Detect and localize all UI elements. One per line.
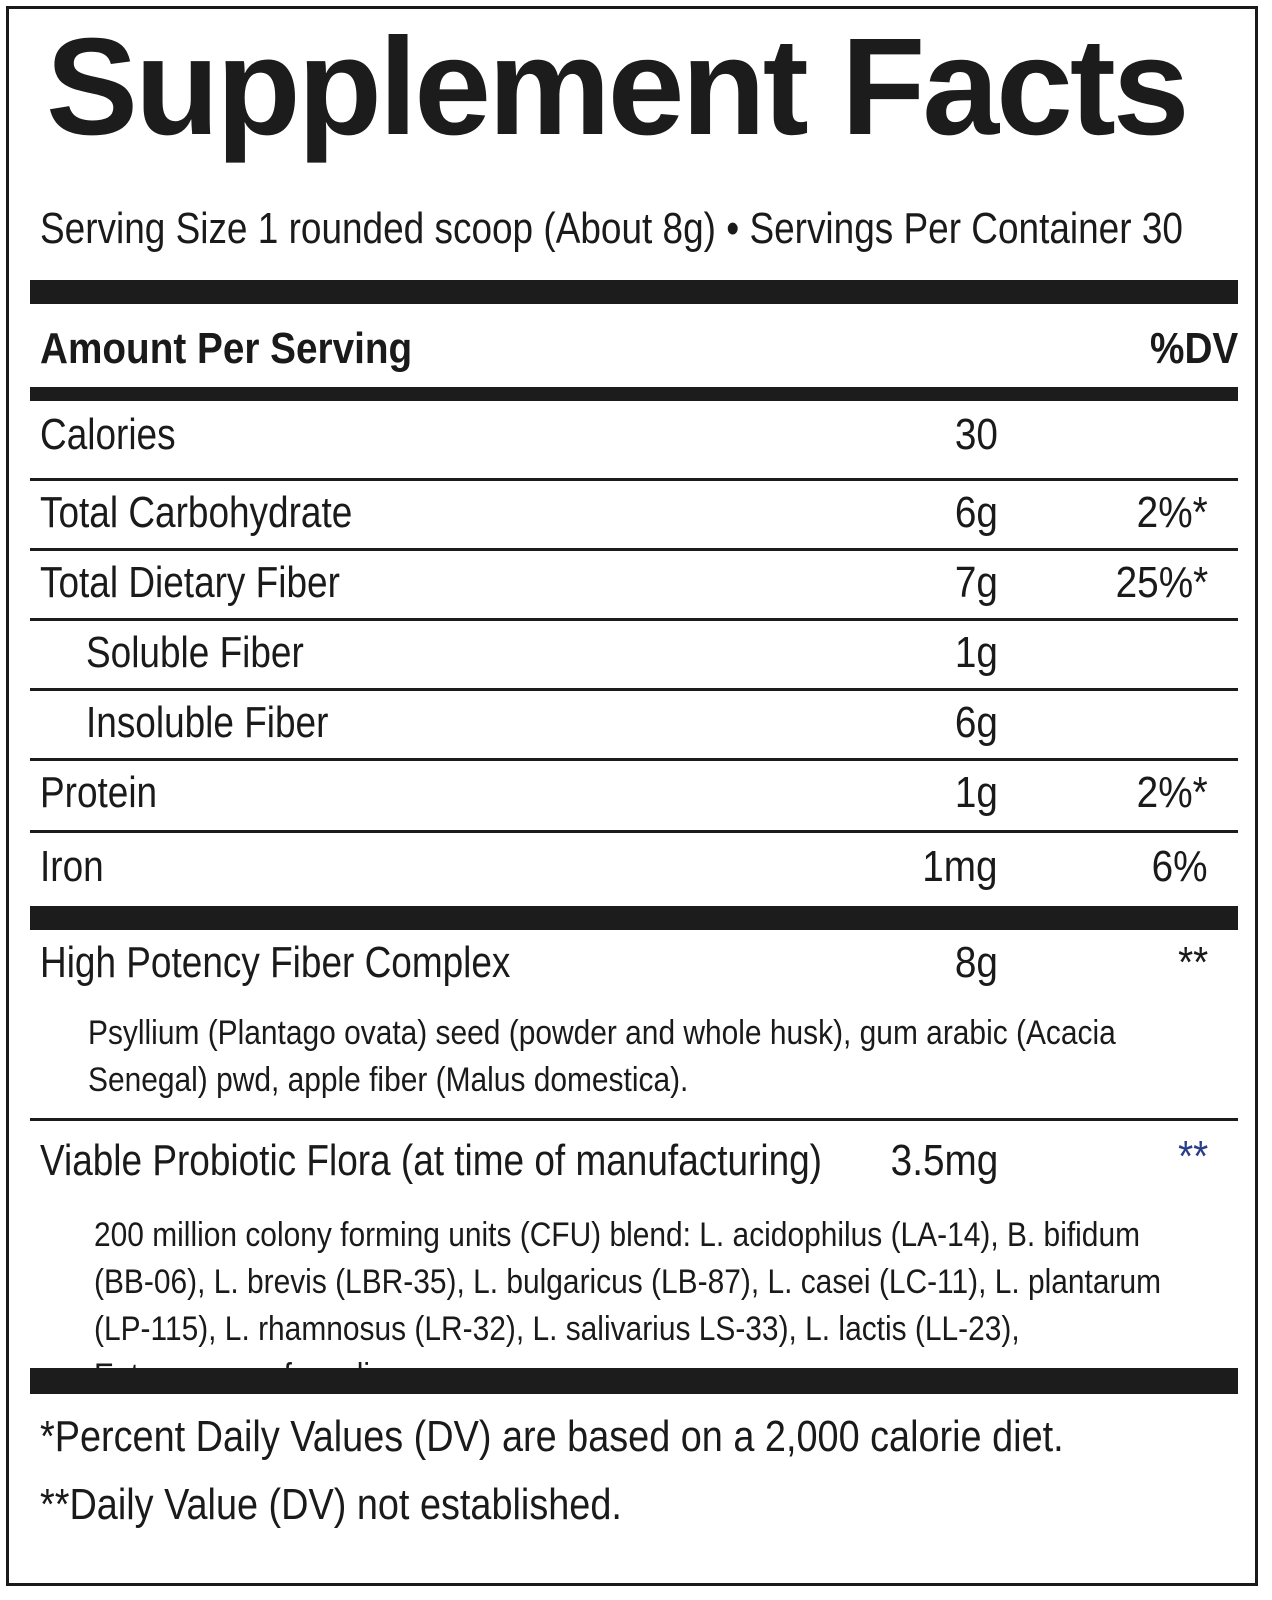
probiotic-amount: 3.5mg — [890, 1136, 998, 1185]
nutrient-name-calories: Calories — [40, 410, 176, 459]
nutrient-name-insoluble-fiber: Insoluble Fiber — [86, 698, 329, 747]
nutrient-dv-protein: 2%* — [1136, 768, 1208, 817]
fiber-complex-ingredients: Psyllium (Plantago ovata) seed (powder and whole husk), gum arabic (Acacia Senegal) pwd, apple fiber (Malus domestica). — [88, 1014, 1116, 1099]
nutrient-dv-total-dietary-fiber: 25%* — [1115, 558, 1208, 607]
footnote-daily-values: *Percent Daily Values (DV) are based on a 2,000 calorie diet. — [40, 1412, 1064, 1461]
dv-header: %DV — [1149, 324, 1238, 373]
nutrient-amount-iron: 1mg — [922, 842, 998, 891]
panel-title: Supplement Facts — [46, 10, 1187, 164]
nutrient-name-total-dietary-fiber: Total Dietary Fiber — [40, 558, 340, 607]
medium-divider — [30, 387, 1238, 401]
thick-divider-middle — [30, 906, 1238, 930]
probiotic-ingredients: 200 million colony forming units (CFU) blend: L. acidophilus (LA-14), B. bifidum (BB-06), L. brevis (LBR-35), L. bulgaricus (LB-87), L. casei (LC-11), L. plantarum (LP-115), L. rhamnosus (LR-32), L. salivarius LS-33), L. lactis (LL-23), — [94, 1216, 1162, 1348]
fiber-complex-amount: 8g — [954, 938, 998, 987]
nutrient-name-soluble-fiber: Soluble Fiber — [86, 628, 304, 677]
nutrient-name-protein: Protein — [40, 768, 158, 817]
thick-divider-top — [30, 280, 1238, 304]
footnote-dv-not-established: **Daily Value (DV) not established. — [40, 1480, 622, 1529]
nutrient-amount-calories: 30 — [954, 410, 998, 459]
nutrient-amount-protein: 1g — [954, 768, 998, 817]
nutrient-amount-insoluble-fiber: 6g — [954, 698, 998, 747]
nutrient-amount-total-dietary-fiber: 7g — [954, 558, 998, 607]
thick-divider-bottom — [30, 1368, 1238, 1394]
nutrient-amount-total-carbohydrate: 6g — [954, 488, 998, 537]
nutrient-dv-iron: 6% — [1152, 842, 1208, 891]
row-divider — [30, 478, 1238, 481]
row-divider — [30, 688, 1238, 691]
row-divider — [30, 618, 1238, 621]
serving-info: Serving Size 1 rounded scoop (About 8g) • Servings Per Container 30 — [40, 204, 1183, 253]
fiber-complex-dv: ** — [1177, 938, 1208, 987]
nutrient-name-iron: Iron — [40, 842, 104, 891]
row-divider — [30, 548, 1238, 551]
row-divider — [30, 758, 1238, 761]
nutrient-dv-total-carbohydrate: 2%* — [1136, 488, 1208, 537]
nutrient-amount-soluble-fiber: 1g — [954, 628, 998, 677]
row-divider — [30, 830, 1238, 833]
probiotic-name: Viable Probiotic Flora (at time of manufacturing) — [40, 1136, 823, 1185]
amount-per-serving-header: Amount Per Serving — [40, 324, 413, 373]
probiotic-dv: ** — [1177, 1132, 1208, 1181]
nutrient-name-total-carbohydrate: Total Carbohydrate — [40, 488, 353, 537]
fiber-complex-name: High Potency Fiber Complex — [40, 938, 511, 987]
row-divider — [30, 1118, 1238, 1121]
